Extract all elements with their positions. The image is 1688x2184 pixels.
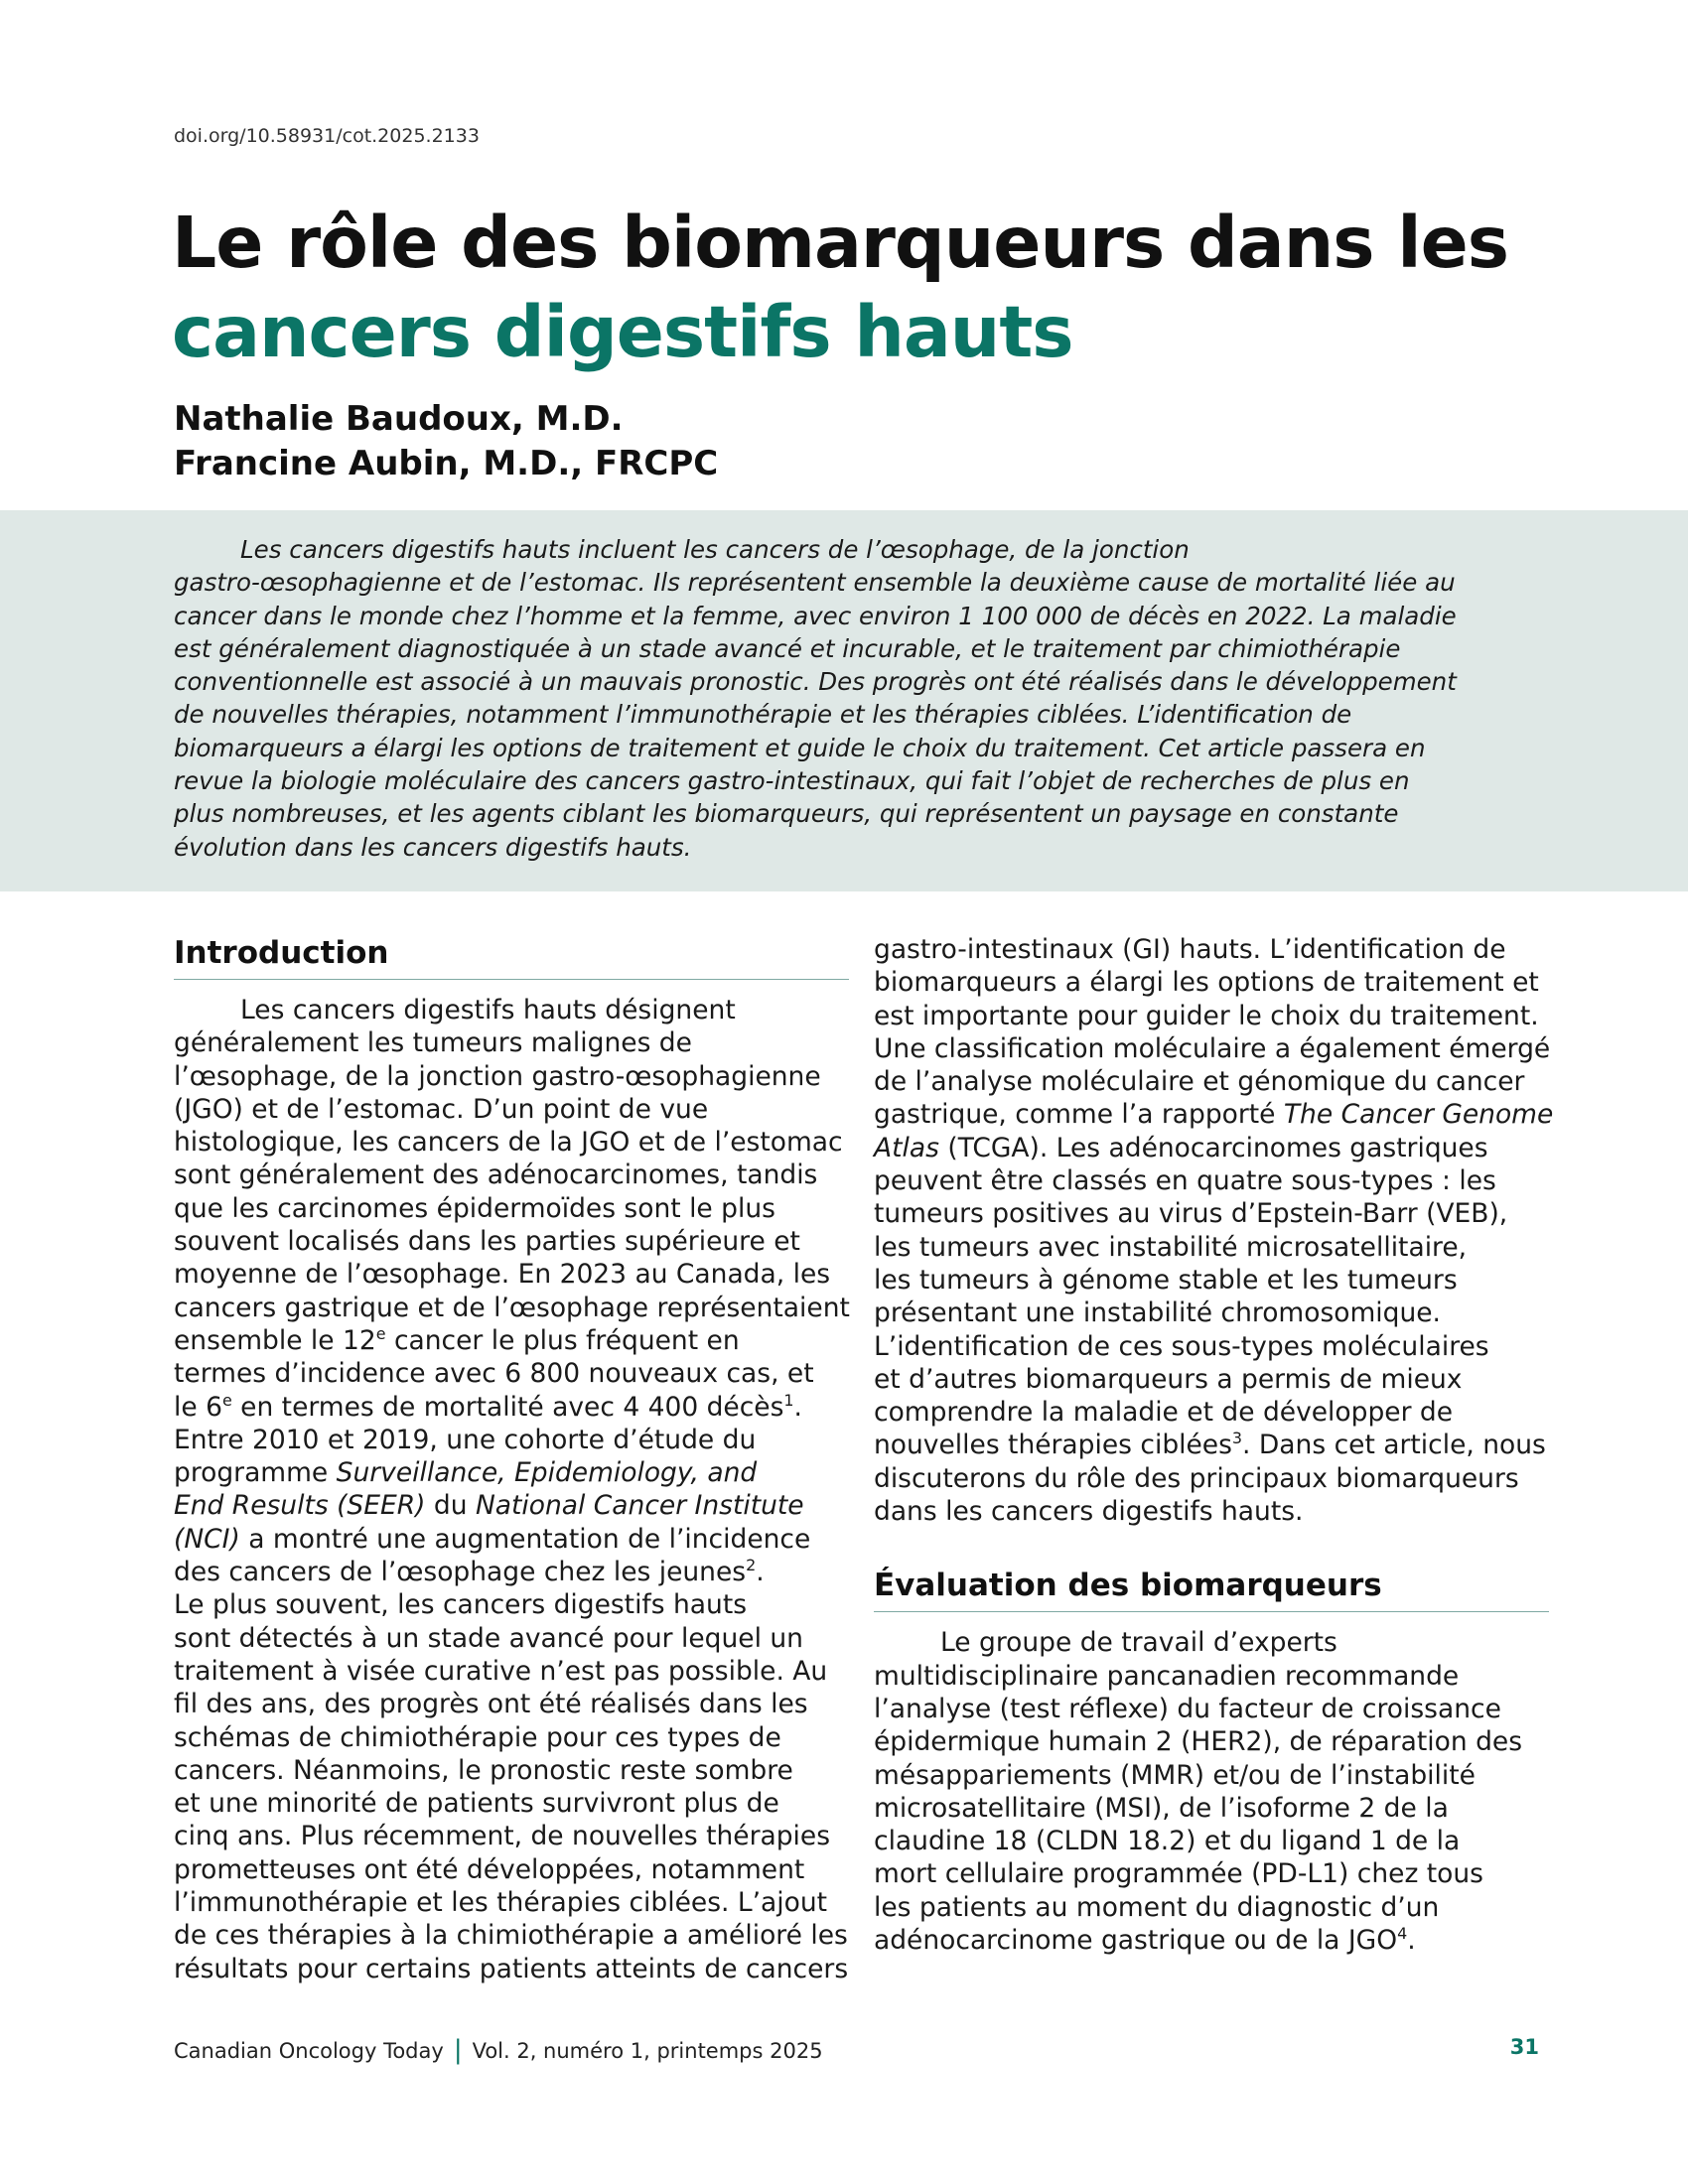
text-line: cancers. Néanmoins, le pronostic reste sombre [174,1754,793,1786]
text-line: l’analyse (test réflexe) du facteur de croissance [874,1693,1501,1724]
text-run: du [425,1490,476,1522]
text-line: schémas de chimiothérapie pour ces types de [174,1721,781,1753]
abstract-line: est généralement diagnostiquée à un stade avancé et incurable, et le traitement par chimiothérapie [174,633,1401,663]
abstract-line: revue la biologie moléculaire des cancers gastro-intestinaux, qui fait l’objet de recherches de plus en [174,766,1410,796]
text-run: . [1407,1925,1416,1957]
text-line: Le plus souvent, les cancers digestifs hauts [174,1589,748,1621]
text-line: histologique, les cancers de la JGO et de l’estomac [174,1127,843,1159]
text-line [874,1924,1549,1957]
abstract-line: gastro-œsophagienne et de l’estomac. Ils représentent ensemble la deuxième cause de mortalité liée au [174,568,1456,598]
text-run: nouvelles thérapies ciblées [874,1430,1232,1461]
abstract-text [174,533,1544,864]
text-line: cancers gastrique et de l’œsophage représentaient [174,1292,850,1323]
page-footer [174,2035,1539,2065]
text-line: multidisciplinaire pancanadien recommande [874,1660,1460,1692]
footer-separator: | [453,2035,463,2065]
text-line: sont détectés à un stade avancé pour lequel un [174,1622,803,1654]
text-run: en termes de mortalité avec 4 400 décès [231,1391,784,1423]
text-line: peuvent être classés en quatre sous-types : les [874,1165,1496,1197]
text-line [874,1132,1549,1164]
introduction-text [174,994,849,1985]
text-line: résultats pour certains patients atteints de cancers [174,1953,849,1984]
text-line: claudine 18 (CLDN 18.2) et du ligand 1 de la [874,1826,1461,1857]
text-line: Le groupe de travail d’experts [940,1627,1337,1659]
text-line: Les cancers digestifs hauts désignent [240,995,736,1025]
text-line: les tumeurs à génome stable et les tumeurs [874,1264,1458,1296]
text-line: fil des ans, des progrès ont été réalisés dans les [174,1689,808,1720]
text-line: que les carcinomes épidermoïdes sont le plus [174,1192,775,1224]
text-line: comprendre la maladie et de développer de [874,1397,1454,1429]
abstract-panel [0,510,1688,891]
abstract-line: Les cancers digestifs hauts incluent les cancers de l’œsophage, de la jonction [240,535,1190,564]
text-line: traitement à visée curative n’est pas possible. Au [174,1655,828,1687]
italic-run: (NCI) [174,1523,240,1555]
text-line: l’immunothérapie et les thérapies ciblées. L’ajout [174,1887,828,1919]
text-line: mésappariements (MMR) et/ou de l’instabilité [874,1759,1476,1791]
title-line-1: Le rôle des biomarqueurs dans les [172,202,1508,284]
text-line [874,1098,1554,1131]
reference-1[interactable]: 1 [783,1390,794,1410]
text-run: a montré une augmentation de l’incidence [239,1523,811,1555]
superscript: e [375,1324,386,1344]
text-line [174,1324,849,1357]
text-line [174,1456,849,1489]
text-run: le 6 [174,1391,222,1423]
text-line: prometteuses ont été développées, notamment [174,1853,805,1885]
author-list [174,397,718,486]
text-line [874,1429,1549,1461]
text-line: de l’analyse moléculaire et génomique du cancer [874,1066,1525,1098]
text-run: programme [174,1457,337,1489]
evaluation-text [874,1626,1549,1957]
text-line [174,1391,849,1424]
text-run: des cancers de l’œsophage chez les jeunes [174,1557,747,1588]
text-line: les patients au moment du diagnostic d’un [874,1891,1440,1923]
text-run: cancer le plus fréquent en [385,1324,740,1356]
text-line: biomarqueurs a élargi les options de traitement et [874,967,1539,999]
text-run: adénocarcinome gastrique ou de la JGO [874,1925,1398,1957]
text-line: discuterons du rôle des principaux biomarqueurs [874,1462,1519,1494]
article-title [172,199,1562,377]
text-line: les tumeurs avec instabilité microsatellitaire, [874,1231,1468,1263]
text-line: épidermique humain 2 (HER2), de réparation des [874,1726,1523,1758]
section-gap [874,1528,1549,1566]
left-column [174,933,849,1985]
text-line: sont généralement des adénocarcinomes, tandis [174,1160,818,1191]
text-run: (TCGA). Les adénocarcinomes gastriques [938,1132,1488,1163]
reference-4[interactable]: 4 [1397,1924,1408,1944]
italic-run: Surveillance, Epidemiology, and [336,1457,758,1489]
text-line: généralement les tumeurs malignes de [174,1027,692,1059]
text-line [174,1489,849,1522]
text-line: dans les cancers digestifs hauts. [874,1496,1304,1528]
introduction-continued [874,933,1554,1528]
reference-3[interactable]: 3 [1231,1429,1243,1448]
text-line: est importante pour guider le choix du traitement. [874,1000,1539,1031]
text-line: souvent localisés dans les parties supérieure et [174,1226,800,1258]
text-line: mort cellulaire programmée (PD-L1) chez tous [874,1858,1483,1890]
text-line: présentant une instabilité chromosomique. [874,1297,1441,1329]
text-line: moyenne de l’œsophage. En 2023 au Canada, les [174,1259,831,1291]
abstract-line: plus nombreuses, et les agents ciblant les biomarqueurs, qui représentent un paysage en constante [174,799,1399,829]
page-number: 31 [1509,2035,1539,2059]
italic-run: End Results (SEER) [174,1490,426,1522]
abstract-line: évolution dans les cancers digestifs hauts. [174,832,692,862]
doi-link[interactable]: doi.org/10.58931/cot.2025.2133 [174,125,480,147]
right-column [874,933,1554,1957]
text-line: Une classification moléculaire a également émergé [874,1032,1551,1064]
italic-run: The Cancer Genome [1283,1099,1554,1131]
text-run: . [756,1557,765,1588]
text-line: microsatellitaire (MSI), de l’isoforme 2 de la [874,1792,1449,1824]
text-line: L’identification de ces sous-types moléculaires [874,1330,1489,1362]
italic-run: Atlas [874,1132,939,1163]
abstract [174,533,1544,864]
text-line [174,1556,849,1588]
abstract-line: biomarqueurs a élargi les options de traitement et guide le choix du traitement. Cet article passera en [174,733,1426,762]
text-run: gastrique, comme l’a rapporté [874,1099,1284,1131]
abstract-line: cancer dans le monde chez l’homme et la femme, avec environ 1 100 000 de décès en 2022. La maladie [174,601,1457,630]
reference-2[interactable]: 2 [746,1556,757,1575]
section-heading-evaluation: Évaluation des biomarqueurs [874,1566,1549,1612]
text-run: ensemble le 12 [174,1324,376,1356]
issue-info: Vol. 2, numéro 1, printemps 2025 [472,2039,823,2063]
section-heading-introduction: Introduction [174,933,849,980]
text-line [174,1523,849,1556]
text-line: et d’autres biomarqueurs a permis de mieux [874,1363,1463,1395]
text-line: (JGO) et de l’estomac. D’un point de vue [174,1093,709,1125]
text-line: tumeurs positives au virus d’Epstein-Barr (VEB), [874,1198,1508,1230]
italic-run: National Cancer Institute [475,1490,804,1522]
text-line: termes d’incidence avec 6 800 nouveaux cas, et [174,1358,814,1390]
superscript: e [221,1390,232,1410]
text-line: et une minorité de patients survivront plus de [174,1788,779,1820]
text-line: cinq ans. Plus récemment, de nouvelles thérapies [174,1821,830,1852]
author-1: Nathalie Baudoux, M.D. [174,399,624,439]
journal-name: Canadian Oncology Today [174,2039,444,2063]
text-run: . [793,1391,802,1423]
abstract-line: de nouvelles thérapies, notamment l’immunothérapie et les thérapies ciblées. L’identification de [174,700,1352,730]
text-line: l’œsophage, de la jonction gastro-œsophagienne [174,1060,821,1092]
text-line: Entre 2010 et 2019, une cohorte d’étude du [174,1424,757,1455]
text-run: . Dans cet article, nous [1242,1430,1546,1461]
text-line: gastro-intestinaux (GI) hauts. L’identification de [874,934,1506,965]
abstract-line: conventionnelle est associé à un mauvais pronostic. Des progrès ont été réalisés dans le développement [174,667,1457,697]
author-2: Francine Aubin, M.D., FRCPC [174,444,719,483]
text-line: de ces thérapies à la chimiothérapie a amélioré les [174,1920,848,1952]
title-line-2: cancers digestifs hauts [172,291,1073,373]
